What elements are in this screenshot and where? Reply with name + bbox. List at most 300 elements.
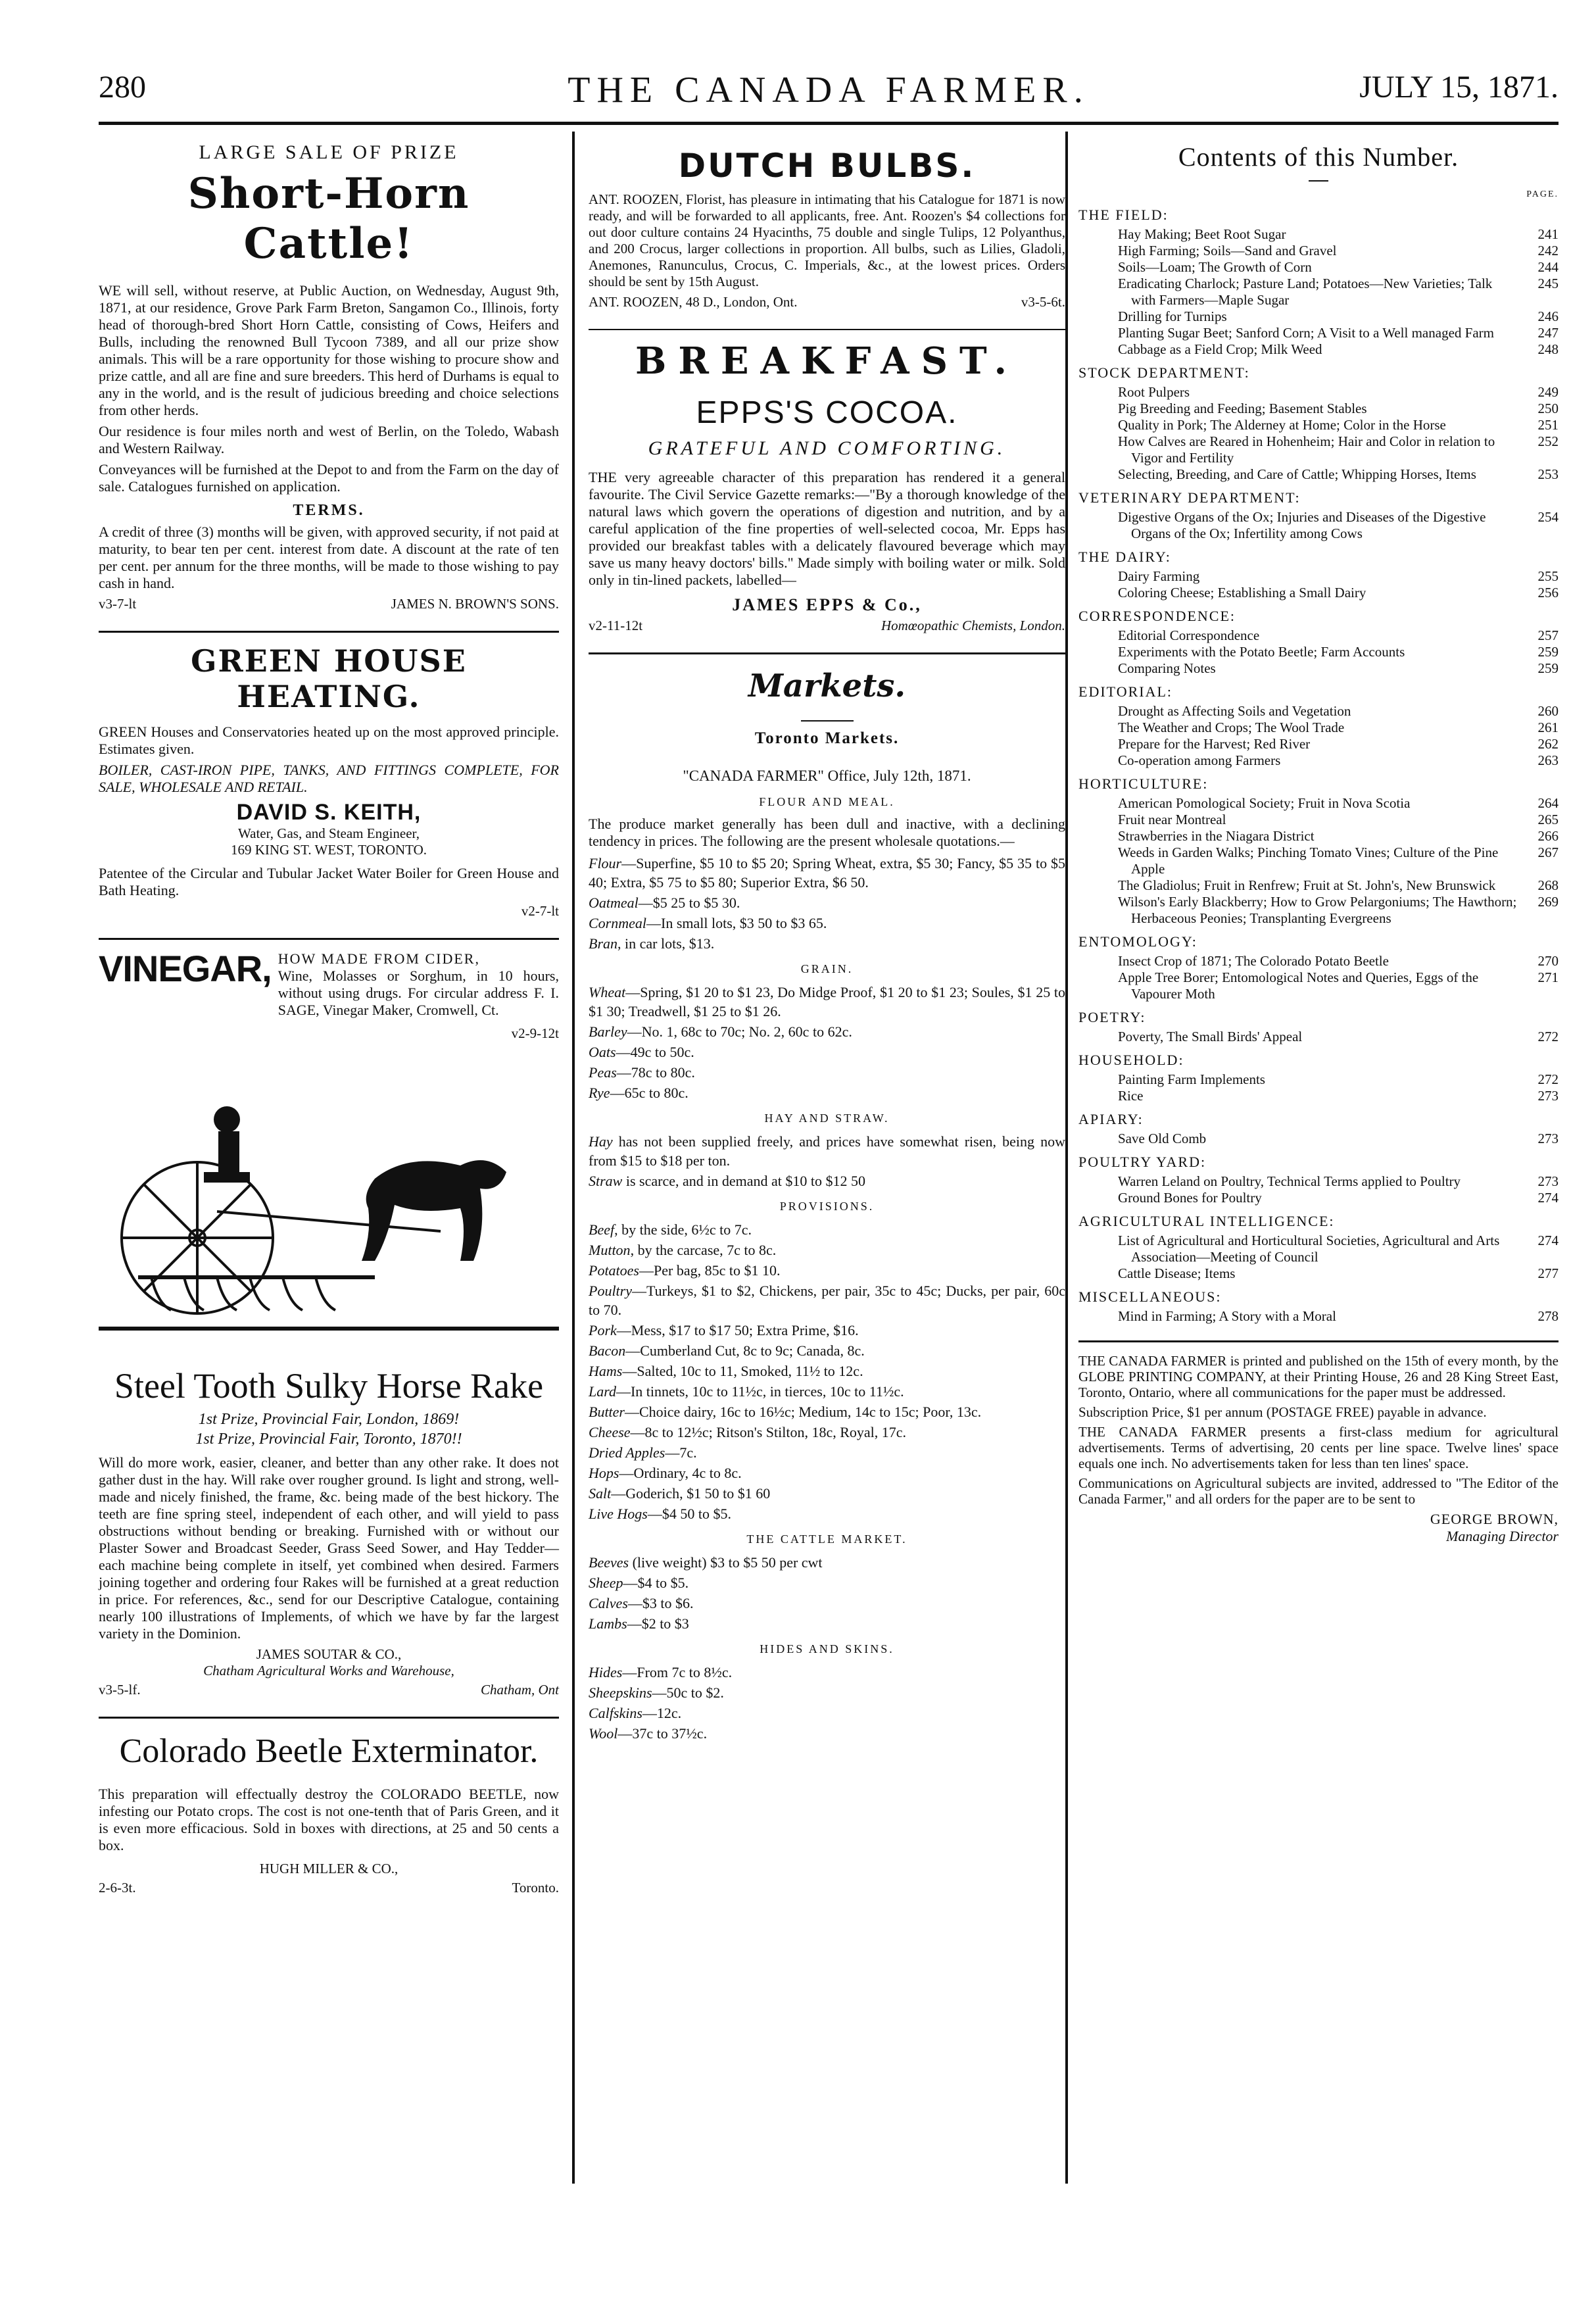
shorthorn-headline: Short-Horn Cattle! [187,169,470,268]
market-commodity: Salt [589,1485,612,1502]
market-quote [589,1683,1065,1702]
dutch-headline: DUTCH BULBS. [678,147,976,185]
divider [99,938,559,940]
market-quote [589,1171,1065,1190]
grain-heading: GRAIN. [800,962,854,975]
epps-subtitle: GRATEFUL AND COMFORTING. [648,437,1006,459]
epps-body: THE very agreeable character of this preparation has rendered it a general favourite. The Civil Service Gazette remarks:—"By a thorough knowledge of the natural laws which govern the operations of digestion and nutrition, and by a careful application of the fine properties of well-selected cocoa, Mr. Epps has provided our breakfast tables with a delicately flavoured beverage which may save us many heavy doctors' bills." Made simply with boiling water or milk. Sold only in tin-lined packets, labelled— [589,469,1065,588]
market-price: —$4 50 to $5. [647,1506,731,1522]
contents-entry-page: 273 [1537,1173,1559,1189]
market-commodity: Lard [589,1383,616,1400]
contents-entry-title: Eradicating Charlock; Pasture Land; Potatoes—New Varieties; Talk with Farmers—Maple Sugar [1118,276,1493,308]
market-commodity: Sheep [589,1575,623,1591]
rake-ad [99,1060,559,1698]
contents-entry-title: Drilling for Turnips [1118,308,1227,324]
market-commodity: Hay [589,1133,613,1150]
contents-entry-page: 244 [1537,259,1559,275]
market-commodity: Peas [589,1064,617,1081]
contents-entry-title: Hay Making; Beet Root Sugar [1118,226,1286,242]
contents-section-heading: AGRICULTURAL INTELLIGENCE: [1078,1213,1335,1229]
contents-entry-page: 273 [1537,1131,1559,1146]
greenhouse-headline: GREEN HOUSE HEATING. [191,643,467,714]
column-divider-left [572,132,575,2184]
page-number: 280 [99,70,146,105]
market-quote [589,934,1065,953]
market-commodity: Bran [589,935,617,952]
notice-para-1: THE CANADA FARMER is printed and published on the 15th of every month, by the GLOBE PRINTING COMPANY, at their Printing House, 26 and 28 King Street East, Toronto, Ontario, where all communications for the paper must be addressed. [1078,1353,1559,1400]
contents-entry-title: Planting Sugar Beet; Sanford Corn; A Visit to a Well managed Farm [1118,325,1494,341]
contents-entry-page: 246 [1537,308,1559,324]
contents-entry-page: 250 [1537,401,1559,416]
contents-entry [1078,894,1559,927]
signature-title: Managing Director [1446,1528,1559,1544]
contents-entry-title: Strawberries in the Niagara District [1118,828,1315,844]
rake-place: Chatham, Ont [480,1682,559,1698]
market-price: (live weight) $3 to $5 50 per cwt [629,1554,823,1571]
contents-entry-title: Experiments with the Potato Beetle; Farm Accounts [1118,644,1405,660]
market-quote [589,983,1065,1021]
colorado-body: This preparation will effectually destroy the COLORADO BEETLE, now infesting our Potato crops. The cost is not one-tenth that of Paris Green, and it is even more efficacious. Sold in boxes with directions, at 25 and 50 cents a box. [99,1786,559,1853]
market-commodity: Live Hogs [589,1506,648,1522]
newspaper-title: THE CANADA FARMER. [568,70,1090,110]
contents-entry [1078,627,1559,644]
contents-entry-page: 248 [1537,341,1559,357]
contents-entry-page: 253 [1537,466,1559,482]
divider [589,652,1065,654]
hay-heading: HAY AND STRAW. [764,1112,890,1125]
contents-entry [1078,1131,1559,1147]
contents-entry-page: 268 [1537,877,1559,893]
market-price: —78c to 80c. [616,1064,695,1081]
market-commodity: Rye [589,1085,610,1101]
contents-entry-page: 273 [1537,1088,1559,1104]
provisions-list [589,1220,1065,1523]
contents-entry [1078,325,1559,341]
market-commodity: Beef [589,1221,615,1238]
contents-entry-page: 257 [1537,627,1559,643]
market-price: —From 7c to 8½c. [622,1664,733,1680]
contents-entry-page: 267 [1537,845,1559,860]
market-quote [589,1341,1065,1360]
dutch-body: ANT. ROOZEN, Florist, has pleasure in intimating that his Catalogue for 1871 is now ready, and will be forwarded to all applicants, free. Ant. Roozen's $4 collections for out door culture contains 24 Hyacinths, 75 double and single Tulips, 12 Polyanthus, and 200 Crocus, larger collections in proportion. All bulbs, such as Lilies, Gladoli, Anemones, Ranunculus, Crocus, C. Imperials, &c., at the lowest prices. Orders should be sent by 15th August. [589,191,1065,289]
market-commodity: Wheat [589,984,626,1000]
contents-entry [1078,1173,1559,1190]
shorthorn-body-2: Our residence is four miles north and west of Berlin, on the Toledo, Wabash and Western Railway. [99,423,559,456]
contents-entry-page: 274 [1537,1190,1559,1206]
contents-entry-page: 272 [1537,1071,1559,1087]
market-commodity: Sheepskins [589,1684,652,1701]
greenhouse-italic: BOILER, CAST-IRON PIPE, TANKS, AND FITTINGS COMPLETE, FOR SALE, WHOLESALE AND RETAIL. [99,762,559,795]
contents-section-heading: THE FIELD: [1078,207,1169,223]
publisher-notice [1078,1353,1559,1545]
epps-cocoa-ad [589,339,1065,634]
contents-section-heading: CORRESPONDENCE: [1078,608,1236,624]
market-quote [589,1281,1065,1319]
market-quote [589,1443,1065,1462]
contents-entry-title: Dairy Farming [1118,568,1200,584]
divider [1309,180,1328,182]
vinegar-word: VINEGAR, [99,948,272,989]
contents-entry-title: American Pomological Society; Fruit in Nova Scotia [1118,795,1411,811]
contents-entry-page: 252 [1537,433,1559,449]
rake-works: Chatham Agricultural Works and Warehouse, [203,1663,454,1678]
market-quote [589,1663,1065,1682]
market-price: , by the side, 6½c to 7c. [614,1221,752,1238]
contents-entry [1078,877,1559,894]
column-middle [589,141,1065,1761]
contents-entry [1078,1233,1559,1265]
contents-section-heading: ENTOMOLOGY: [1078,933,1197,950]
contents-entry-title: Coloring Cheese; Establishing a Small Dairy [1118,585,1366,600]
contents-entry-title: Ground Bones for Poultry [1118,1190,1262,1206]
terms-body: A credit of three (3) months will be given, with approved security, if not paid at maturity, to bear ten per cent. interest from date. A discount at the rate of ten per cent. per annum for the three months, will be made to those wishing to pay cash in hand. [99,524,559,591]
contents-section-heading: HOUSEHOLD: [1078,1052,1184,1068]
greenhouse-body: GREEN Houses and Conservatories heated up on the most approved principle. Estimates given. [99,723,559,757]
market-commodity: Cheese [589,1424,631,1440]
market-price: —Per bag, 85c to $1 10. [639,1262,781,1279]
page-column-label: PAGE. [1526,189,1559,199]
contents-entry [1078,341,1559,358]
column-right [1078,141,1559,1545]
market-commodity: Poultry [589,1283,632,1299]
horse-rake-illustration [99,1080,559,1343]
market-price: —Cumberland Cut, 8c to 9c; Canada, 8c. [625,1342,865,1359]
contents-entry-title: Drought as Affecting Soils and Vegetation [1118,703,1351,719]
contents-entry-page: 254 [1537,509,1559,525]
contents-entry [1078,828,1559,845]
contents-entry-page: 270 [1537,953,1559,969]
contents-entry-page: 256 [1537,585,1559,600]
greenhouse-code: v2-7-lt [521,903,559,919]
contents-entry-title: Prepare for the Harvest; Red River [1118,736,1311,752]
market-commodity: Beeves [589,1554,629,1571]
contents-entry [1078,644,1559,660]
market-price: —49c to 50c. [616,1044,694,1060]
dutch-bulbs-ad [589,147,1065,310]
contents-entry-page: 255 [1537,568,1559,584]
terms-heading: TERMS. [293,502,365,519]
market-commodity: Hops [589,1465,619,1481]
colorado-title: Colorado Beetle Exterminator. [119,1732,539,1770]
contents-entry-title: Pig Breeding and Feeding; Basement Stables [1118,401,1367,416]
shorthorn-firm: JAMES N. BROWN'S SONS. [391,596,559,612]
rake-body: Will do more work, easier, cleaner, and better than any other rake. It does not gather dust in the hay. Will rake over rougher ground. Is light and strong, well-made and nicely finished, the frame, &c. being made of the best hickory. The teeth are fine spring steel, independent of each other, and will yield to pass obstructions without bending or breaking. Furnished with or without our Plaster Sower and Broadcast Seeder, Grass Seed Sower, and Hay Tedder—each machine being complete in itself, yet combined when desired. Farmers joining together and ordering four Rakes will be furnished at a great reduction in price. For references, &c., send for our Descriptive Catalogue, containing nearly 100 illustrations of Implements, of which we have by far the largest variety in the Dominion. [99,1454,559,1642]
vinegar-ad [99,950,559,1042]
contents-entry-title: List of Agricultural and Horticultural Societies, Agricultural and Arts Association—Meeting of Council [1118,1233,1500,1265]
contents-entry [1078,276,1559,308]
market-price: —Mess, $17 to $17 50; Extra Prime, $16. [616,1322,859,1338]
market-quote [589,1614,1065,1633]
contents-entry-page: 271 [1537,969,1559,985]
market-commodity: Hides [589,1664,623,1680]
contents-entry [1078,417,1559,433]
contents-entry [1078,1071,1559,1088]
market-price: —Choice dairy, 16c to 16½c; Medium, 14c to 15c; Poor, 13c. [625,1404,982,1420]
market-commodity: Calfskins [589,1705,642,1721]
contents-entry [1078,226,1559,243]
epps-title: EPPS'S COCOA. [696,395,958,430]
market-price: —37c to 37½c. [617,1725,708,1742]
market-commodity: Barley [589,1023,627,1040]
contents-section-heading: MISCELLANEOUS: [1078,1288,1222,1305]
market-price: —$2 to $3 [627,1615,689,1632]
vinegar-body: Wine, Molasses or Sorghum, in 10 hours, without using drugs. For circular address F. I. SAGE, Vinegar Maker, Cromwell, Ct. [278,967,559,1018]
market-commodity: Hams [589,1363,623,1379]
market-price: —7c. [665,1444,697,1461]
contents-entry-title: Selecting, Breeding, and Care of Cattle; Whipping Horses, Items [1118,466,1476,482]
contents-entry-title: Painting Farm Implements [1118,1071,1265,1087]
market-commodity: Flour [589,855,622,871]
contents-entry [1078,384,1559,401]
contents-entry-title: Mind in Farming; A Story with a Moral [1118,1308,1336,1324]
market-price: —8c to 12½c; Ritson's Stilton, 18c, Royal, 17c. [630,1424,907,1440]
contents-section-heading: HORTICULTURE: [1078,775,1209,792]
contents-entry-page: 259 [1537,644,1559,660]
colorado-place: Toronto. [512,1880,559,1896]
rake-prize-2: 1st Prize, Provincial Fair, Toronto, 1870!! [195,1431,462,1448]
market-price: —12c. [642,1705,682,1721]
issue-date: JULY 15, 1871. [1359,70,1559,105]
contents-entry-title: Digestive Organs of the Ox; Injuries and Diseases of the Digestive Organs of the Ox; Infertility among Cows [1118,509,1486,541]
market-quote [589,1220,1065,1239]
dutch-code: v3-5-6t. [1021,294,1065,310]
flour-list [589,854,1065,953]
keith-address: 169 KING ST. WEST, TORONTO. [230,842,427,858]
shorthorn-ad [99,141,559,612]
divider [99,631,559,633]
contents-entry [1078,1029,1559,1045]
market-commodity: Potatoes [589,1262,639,1279]
divider [99,1717,559,1719]
contents-entry [1078,1308,1559,1325]
contents-entry [1078,308,1559,325]
grain-list [589,983,1065,1102]
market-quote [589,854,1065,892]
contents-entry-title: Comparing Notes [1118,660,1216,676]
keith-name: DAVID S. KEITH, [236,800,422,825]
contents-entry [1078,1190,1559,1206]
cattle-list [589,1553,1065,1633]
market-price: —Turkeys, $1 to $2, Chickens, per pair, 35c to 45c; Ducks, per pair, 60c to 70. [589,1283,1065,1318]
market-quote [589,1261,1065,1280]
market-commodity: Dried Apples [589,1444,665,1461]
colorado-code: 2-6-3t. [99,1880,136,1896]
market-price: —Salted, 10c to 11, Smoked, 11½ to 12c. [622,1363,863,1379]
shorthorn-code: v3-7-lt [99,596,137,612]
contents-entry-title: Cattle Disease; Items [1118,1265,1236,1281]
market-quote [589,1484,1065,1503]
column-divider-right [1065,132,1068,2184]
market-quote [589,1402,1065,1421]
market-quote [589,1504,1065,1523]
market-price: —65c to 80c. [610,1085,689,1101]
hay-list [589,1132,1065,1190]
shorthorn-kicker: LARGE SALE OF PRIZE [199,141,459,163]
notice-para-2: Subscription Price, $1 per annum (POSTAGE FREE) payable in advance. [1078,1404,1487,1420]
market-commodity: Bacon [589,1342,626,1359]
contents-entry-title: Cabbage as a Field Crop; Milk Weed [1118,341,1322,357]
market-commodity: Oats [589,1044,616,1060]
market-quote [589,1083,1065,1102]
epps-code: v2-11-12t [589,618,643,633]
market-quote [589,1063,1065,1082]
contents-entry [1078,660,1559,677]
market-quote [589,1321,1065,1340]
market-quote [589,1594,1065,1613]
contents-entry [1078,401,1559,417]
contents-entry-title: The Gladiolus; Fruit in Renfrew; Fruit at St. John's, New Brunswick [1118,877,1496,893]
contents-section-heading: POULTRY YARD: [1078,1154,1207,1170]
contents-entry-page: 274 [1537,1233,1559,1248]
contents-entry-title: Fruit near Montreal [1118,812,1226,827]
masthead [99,69,1559,115]
market-price: —Ordinary, 4c to 8c. [619,1465,742,1481]
contents-entry [1078,812,1559,828]
epps-role: Homœopathic Chemists, London. [881,618,1065,633]
contents-title: Contents of this Number. [1178,142,1459,172]
contents-entry-page: 251 [1537,417,1559,433]
contents-entry [1078,585,1559,601]
greenhouse-ad [99,643,559,919]
contents-entry-page: 269 [1537,894,1559,910]
market-commodity: Mutton [589,1242,631,1258]
contents-entry [1078,736,1559,752]
market-commodity: Calves [589,1595,628,1611]
contents-list [1078,207,1559,1325]
market-commodity: Butter [589,1404,625,1420]
divider [1078,1340,1559,1342]
markets-intro: The produce market generally has been dull and inactive, with a declining tendency in prices. The following are the present wholesale quotations.— [589,816,1065,849]
contents-entry-title: Quality in Pork; The Alderney at Home; Color in the Horse [1118,417,1446,433]
contents-entry-page: 263 [1537,752,1559,768]
market-quote [589,1132,1065,1170]
market-price: , by the carcase, 7c to 8c. [630,1242,777,1258]
hides-heading: HIDES AND SKINS. [760,1642,894,1655]
contents-entry-title: Wilson's Early Blackberry; How to Grow Pelargoniums; The Hawthorn; Herbaceous Peonies; Transplanting Evergreens [1118,894,1517,926]
market-quote [589,1361,1065,1381]
market-quote [589,1240,1065,1260]
contents-entry-title: Poverty, The Small Birds' Appeal [1118,1029,1303,1044]
contents-entry-page: 278 [1537,1308,1559,1324]
contents-entry-page: 260 [1537,703,1559,719]
contents-entry-title: Insect Crop of 1871; The Colorado Potato Beetle [1118,953,1389,969]
shorthorn-body-1: WE will sell, without reserve, at Public Auction, on Wednesday, August 9th, 1871, at our residence, Grove Park Farm Breton, Sangamon Co., Illinois, forty head of thorough-bred Short Horn Cattle, consisting of Cows, Heifers and Bulls, including the renowned Bull Tycoon 7389, and all our prize show animals. This will be a rare opportunity for those wishing to procure show and prize cattle, and all are fine and sure breeders. This herd of Durhams is equal to any in the world, and is the result of judicious breeding and choice selections from other herds. [99,282,559,418]
divider [801,720,854,722]
market-price: is scarce, and in demand at $10 to $12 50 [622,1173,865,1189]
market-quote [589,1703,1065,1723]
markets-section [589,668,1065,1743]
shorthorn-body-3: Conveyances will be furnished at the Depot to and from the Farm on the day of sale. Catalogues furnished on application. [99,461,559,495]
rake-firm: JAMES SOUTAR & CO., [256,1646,402,1662]
contents-entry [1078,433,1559,466]
market-price: , in car lots, $13. [617,935,715,952]
vinegar-lead: HOW MADE FROM CIDER, [278,950,480,967]
contents-entry-title: How Calves are Reared in Hohenheim; Hair and Color in relation to Vigor and Fertility [1118,433,1495,466]
contents-section-heading: THE DAIRY: [1078,549,1171,565]
market-price: has not been supplied freely, and prices have somewhat risen, being now from $15 to $18 per ton. [589,1133,1065,1169]
market-quote [589,1553,1065,1572]
market-quote [589,1022,1065,1041]
contents-entry-title: Editorial Correspondence [1118,627,1260,643]
dutch-sign: ANT. ROOZEN, 48 D., London, Ont. [589,294,798,310]
breakfast-headline: BREAKFAST. [635,339,1019,383]
market-price: —Spring, $1 20 to $1 23, Do Midge Proof, $1 20 to $1 23; Soules, $1 25 to $1 30; Treadwell, $1 25 to $1 26. [589,984,1065,1019]
keith-trade: Water, Gas, and Steam Engineer, [238,825,420,841]
contents-entry-title: Save Old Comb [1118,1131,1207,1146]
market-price: —Goderich, $1 50 to $1 60 [611,1485,771,1502]
contents-section-heading: EDITORIAL: [1078,683,1173,700]
market-quote [589,1423,1065,1442]
market-commodity: Wool [589,1725,618,1742]
contents-entry-page: 245 [1537,276,1559,291]
provisions-heading: PROVISIONS. [779,1200,875,1213]
contents-entry [1078,795,1559,812]
contents-entry [1078,720,1559,736]
contents-entry-page: 266 [1537,828,1559,844]
contents-entry-page: 261 [1537,720,1559,735]
contents-section-heading: VETERINARY DEPARTMENT: [1078,489,1301,506]
rake-code: v3-5-lf. [99,1682,141,1698]
rake-prize-1: 1st Prize, Provincial Fair, London, 1869! [198,1411,460,1428]
contents-entry [1078,703,1559,720]
contents-entry-page: 241 [1537,226,1559,242]
notice-para-4: Communications on Agricultural subjects are invited, addressed to "The Editor of the Canada Farmer," and all orders for the paper are to be sent to [1078,1475,1559,1507]
market-quote [589,1724,1065,1743]
contents-entry [1078,845,1559,877]
contents-entry-page: 249 [1537,384,1559,400]
market-commodity: Oatmeal [589,894,639,911]
market-price: —Superfine, $5 10 to $5 20; Spring Wheat, extra, $5 30; Fancy, $5 35 to $5 40; Extra, $5 75 to $5 80; Superior Extra, $6 50. [589,855,1065,891]
market-price: —$4 to $5. [623,1575,689,1591]
market-price: —No. 1, 68c to 70c; No. 2, 60c to 62c. [627,1023,852,1040]
contents-entry-title: Root Pulpers [1118,384,1190,400]
contents-section-heading: APIARY: [1078,1111,1144,1127]
contents-entry [1078,953,1559,969]
contents-entry [1078,259,1559,276]
epps-firm: JAMES EPPS & Co., [732,595,922,614]
market-quote [589,893,1065,912]
contents-entry-title: Co-operation among Farmers [1118,752,1281,768]
contents-entry-page: 259 [1537,660,1559,676]
contents-entry-title: Soils—Loam; The Growth of Corn [1118,259,1312,275]
contents-entry [1078,466,1559,483]
contents-entry-title: Weeds in Garden Walks; Pinching Tomato Vines; Culture of the Pine Apple [1118,845,1499,877]
contents-entry [1078,1265,1559,1282]
markets-office: "CANADA FARMER" Office, July 12th, 1871. [683,768,971,784]
signature-name: GEORGE BROWN, [1430,1511,1559,1527]
rake-title: Steel Tooth Sulky Horse Rake [114,1366,544,1406]
contents-entry [1078,568,1559,585]
market-quote [589,1463,1065,1482]
contents-entry-title: Rice [1118,1088,1144,1104]
market-commodity: Pork [589,1322,617,1338]
contents-entry-title: The Weather and Crops; The Wool Trade [1118,720,1345,735]
contents-entry [1078,243,1559,259]
contents-entry-title: Apple Tree Borer; Entomological Notes and Queries, Eggs of the Vapourer Moth [1118,969,1479,1002]
contents-entry [1078,509,1559,542]
market-quote [589,1382,1065,1401]
hides-list [589,1663,1065,1743]
market-commodity: Straw [589,1173,623,1189]
flour-heading: FLOUR AND MEAL. [759,795,895,808]
contents-section-heading: STOCK DEPARTMENT: [1078,364,1250,381]
market-price: —$3 to $6. [627,1595,694,1611]
contents-entry [1078,969,1559,1002]
contents-entry-page: 277 [1537,1265,1559,1281]
market-commodity: Cornmeal [589,915,646,931]
markets-heading: Markets. [748,668,906,704]
contents-entry-title: Warren Leland on Poultry, Technical Terms applied to Poultry [1118,1173,1461,1189]
